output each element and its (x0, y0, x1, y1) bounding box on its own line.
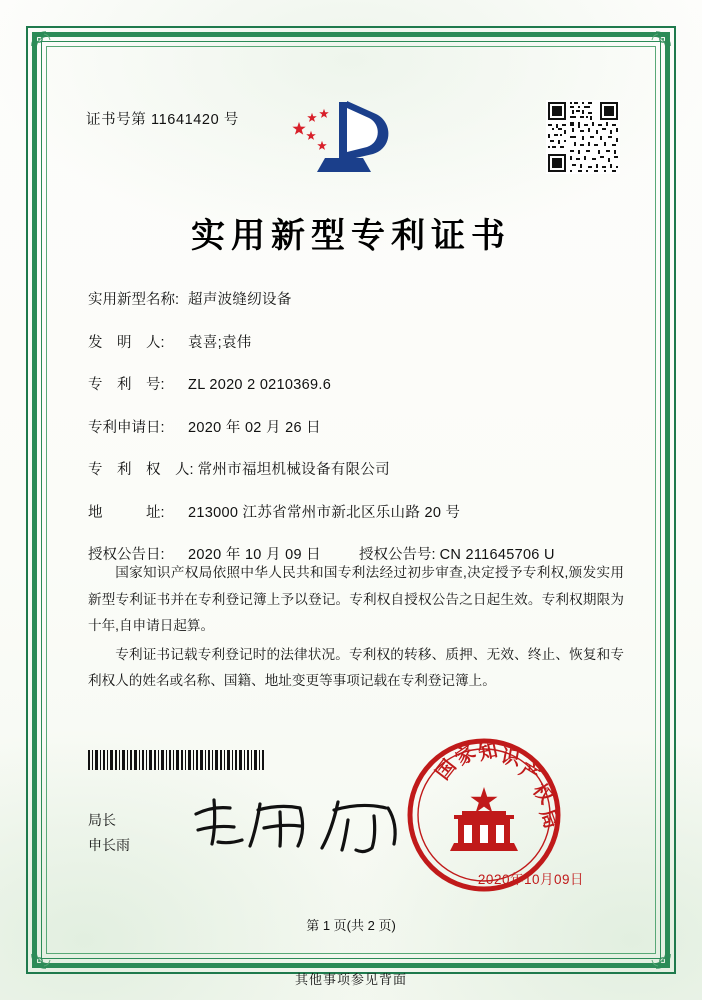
svg-text:权: 权 (528, 779, 558, 809)
corner-ornament-icon (638, 936, 672, 970)
svg-text:局: 局 (535, 806, 563, 832)
signer-block (88, 808, 130, 857)
field-value: 213000 江苏省常州市新北区乐山路 20 号 (188, 504, 461, 521)
field-patent-number (88, 373, 622, 394)
corner-ornament-icon (30, 936, 64, 970)
field-label: 授权公告日: (88, 547, 165, 563)
barcode-icon (88, 750, 268, 770)
field-value: 2020 年 10 月 09 日 (188, 547, 321, 563)
cnipa-emblem-icon (281, 92, 421, 182)
legal-text-block (88, 560, 624, 697)
field-label: 地 址: (88, 504, 165, 521)
field-value: 2020 年 02 月 26 日 (188, 419, 321, 436)
field-label-secondary: 授权公告号: (359, 547, 436, 563)
field-label: 实用新型名称: (88, 292, 180, 308)
field-value: 常州市福坦机械设备有限公司 (197, 462, 390, 478)
field-value: 袁喜;袁伟 (188, 334, 252, 351)
qr-code-icon (546, 100, 620, 174)
seal-date: 2020年10月09日 (477, 872, 584, 887)
svg-text:知: 知 (476, 739, 500, 765)
field-utility-model-name (88, 288, 622, 309)
certificate-content (60, 60, 642, 940)
page-title: 实用新型专利证书 (191, 216, 511, 256)
svg-text:国: 国 (431, 755, 461, 785)
page-indicator: 第 1 页(共 2 页) (306, 918, 396, 933)
svg-text:产: 产 (515, 758, 544, 788)
certificate-number: 证书号第 11641420 号 (86, 112, 239, 128)
field-patentee (88, 458, 622, 479)
corner-ornament-icon (638, 30, 672, 64)
legal-paragraph: 国家知识产权局依照中华人民共和国专利法经过初步审查,决定授予专利权,颁发实用新型专利证书并在专利登记簿上予以登记。专利权自授权公告之日起生效。专利权期限为十年,自申请日起算。 (88, 565, 624, 633)
field-value: 超声波缝纫设备 (188, 292, 292, 308)
field-label: 专利申请日: (88, 419, 165, 436)
svg-text:识: 识 (499, 745, 522, 771)
handwritten-signature-icon (188, 790, 428, 860)
field-application-date (88, 416, 622, 437)
field-label: 专 利 权 人: (88, 462, 194, 478)
signer-name: 申长雨 (88, 836, 130, 853)
field-label: 发 明 人: (88, 334, 165, 351)
signer-title: 局长 (88, 812, 116, 828)
field-inventor (88, 331, 622, 352)
corner-ornament-icon (30, 30, 64, 64)
legal-paragraph: 专利证书记载专利登记时的法律状况。专利权的转移、质押、无效、终止、恢复和专利权人的姓名或名称、国籍、地址变更等事项记载在专利登记簿上。 (88, 646, 624, 688)
footnote: 其他事项参见背面 (294, 972, 407, 987)
field-address (88, 501, 622, 522)
field-value-secondary: CN 211645706 U (439, 547, 555, 563)
svg-text:家: 家 (451, 741, 480, 771)
field-list (88, 288, 622, 586)
field-label: 专 利 号: (88, 377, 165, 393)
field-value: ZL 2020 2 0210369.6 (188, 377, 332, 393)
